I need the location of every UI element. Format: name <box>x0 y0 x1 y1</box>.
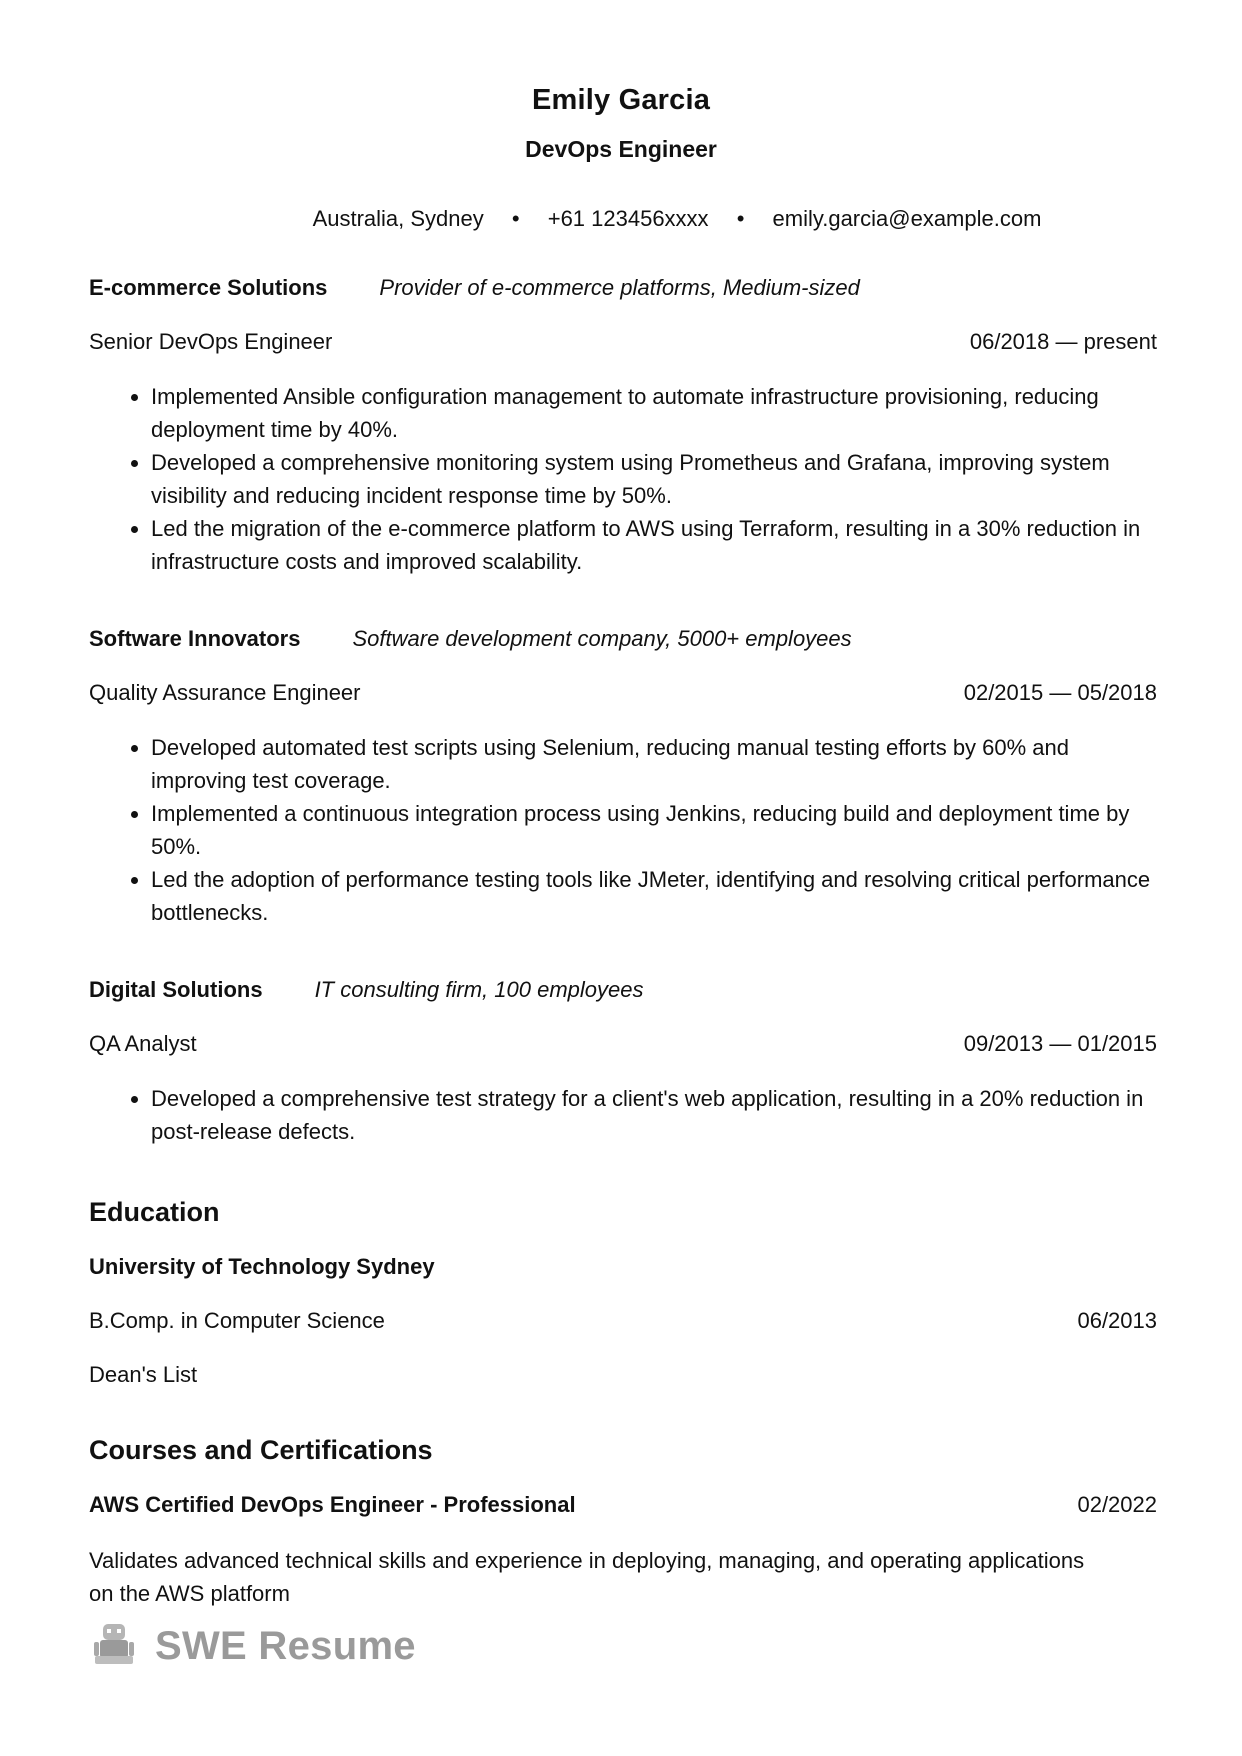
job-dates: 06/2018 — present <box>969 329 1157 354</box>
section-heading-certifications: Courses and Certifications <box>89 1435 433 1465</box>
separator-dot: • <box>736 206 745 231</box>
robot-laptop-icon <box>91 1620 137 1673</box>
experience-entry <box>89 975 1157 1148</box>
degree: B.Comp. in Computer Science <box>89 1308 385 1333</box>
company-description: Provider of e-commerce platforms, Medium-sized <box>379 275 860 300</box>
job-role: QA Analyst <box>89 1031 197 1056</box>
school-name: University of Technology Sydney <box>89 1254 435 1279</box>
contact-line <box>0 206 1242 232</box>
achievement-item: • Led the adoption of performance testing tools like JMeter, identifying and resolving critical performance bottlenecks. <box>151 863 1157 929</box>
achievement-item: • Developed a comprehensive test strategy for a client's web application, resulting in a 20% reduction in post-release defects. <box>151 1082 1157 1148</box>
achievement-item: • Developed a comprehensive monitoring system using Prometheus and Grafana, improving system visibility and reducing incident response time by 50%. <box>151 446 1157 512</box>
section-heading-education: Education <box>89 1197 220 1227</box>
achievement-list <box>89 380 1157 578</box>
contact-email: emily.garcia@example.com <box>772 206 1042 231</box>
achievement-item: • Implemented Ansible configuration management to automate infrastructure provisioning, reducing deployment time by 40%. <box>151 380 1157 446</box>
achievement-item: • Implemented a continuous integration process using Jenkins, reducing build and deployment time by 50%. <box>151 797 1157 863</box>
resume-content <box>89 273 1157 1610</box>
company-name: Digital Solutions <box>89 977 263 1002</box>
graduation-date: 06/2013 <box>1077 1308 1157 1333</box>
brand-name: SWE Resume <box>155 1624 416 1668</box>
certification-date: 02/2022 <box>1077 1492 1157 1517</box>
company-name: Software Innovators <box>89 626 301 651</box>
candidate-title: DevOps Engineer <box>525 136 717 162</box>
education-honor: Dean's List <box>89 1362 198 1387</box>
job-dates: 09/2013 — 01/2015 <box>963 1031 1157 1056</box>
company-description: Software development company, 5000+ employees <box>352 626 852 651</box>
job-dates: 02/2015 — 05/2018 <box>963 680 1157 705</box>
experience-entry <box>89 624 1157 929</box>
company-description: IT consulting firm, 100 employees <box>314 977 644 1002</box>
achievement-item: • Developed automated test scripts using Selenium, reducing manual testing efforts by 60% and improving test coverage. <box>151 731 1157 797</box>
experience-entry <box>89 273 1157 578</box>
company-name: E-commerce Solutions <box>89 275 328 300</box>
achievement-item: • Led the migration of the e-commerce platform to AWS using Terraform, resulting in a 30% reduction in infrastructure costs and improved scalability. <box>151 512 1157 578</box>
certification-name: AWS Certified DevOps Engineer - Professional <box>89 1492 576 1517</box>
contact-location: Australia, Sydney <box>312 206 484 231</box>
job-role: Quality Assurance Engineer <box>89 680 361 705</box>
achievement-list <box>89 731 1157 929</box>
contact-phone: +61 123456xxxx <box>547 206 709 231</box>
achievement-list <box>89 1082 1157 1148</box>
job-role: Senior DevOps Engineer <box>89 329 333 354</box>
separator-dot: • <box>511 206 520 231</box>
certifications-section <box>89 1432 1157 1610</box>
footer-brand <box>91 1620 416 1673</box>
certification-description: Validates advanced technical skills and experience in deploying, managing, and operating applications on the AWS platform <box>89 1548 1085 1606</box>
education-section <box>89 1194 1157 1390</box>
candidate-name: Emily Garcia <box>531 84 711 116</box>
